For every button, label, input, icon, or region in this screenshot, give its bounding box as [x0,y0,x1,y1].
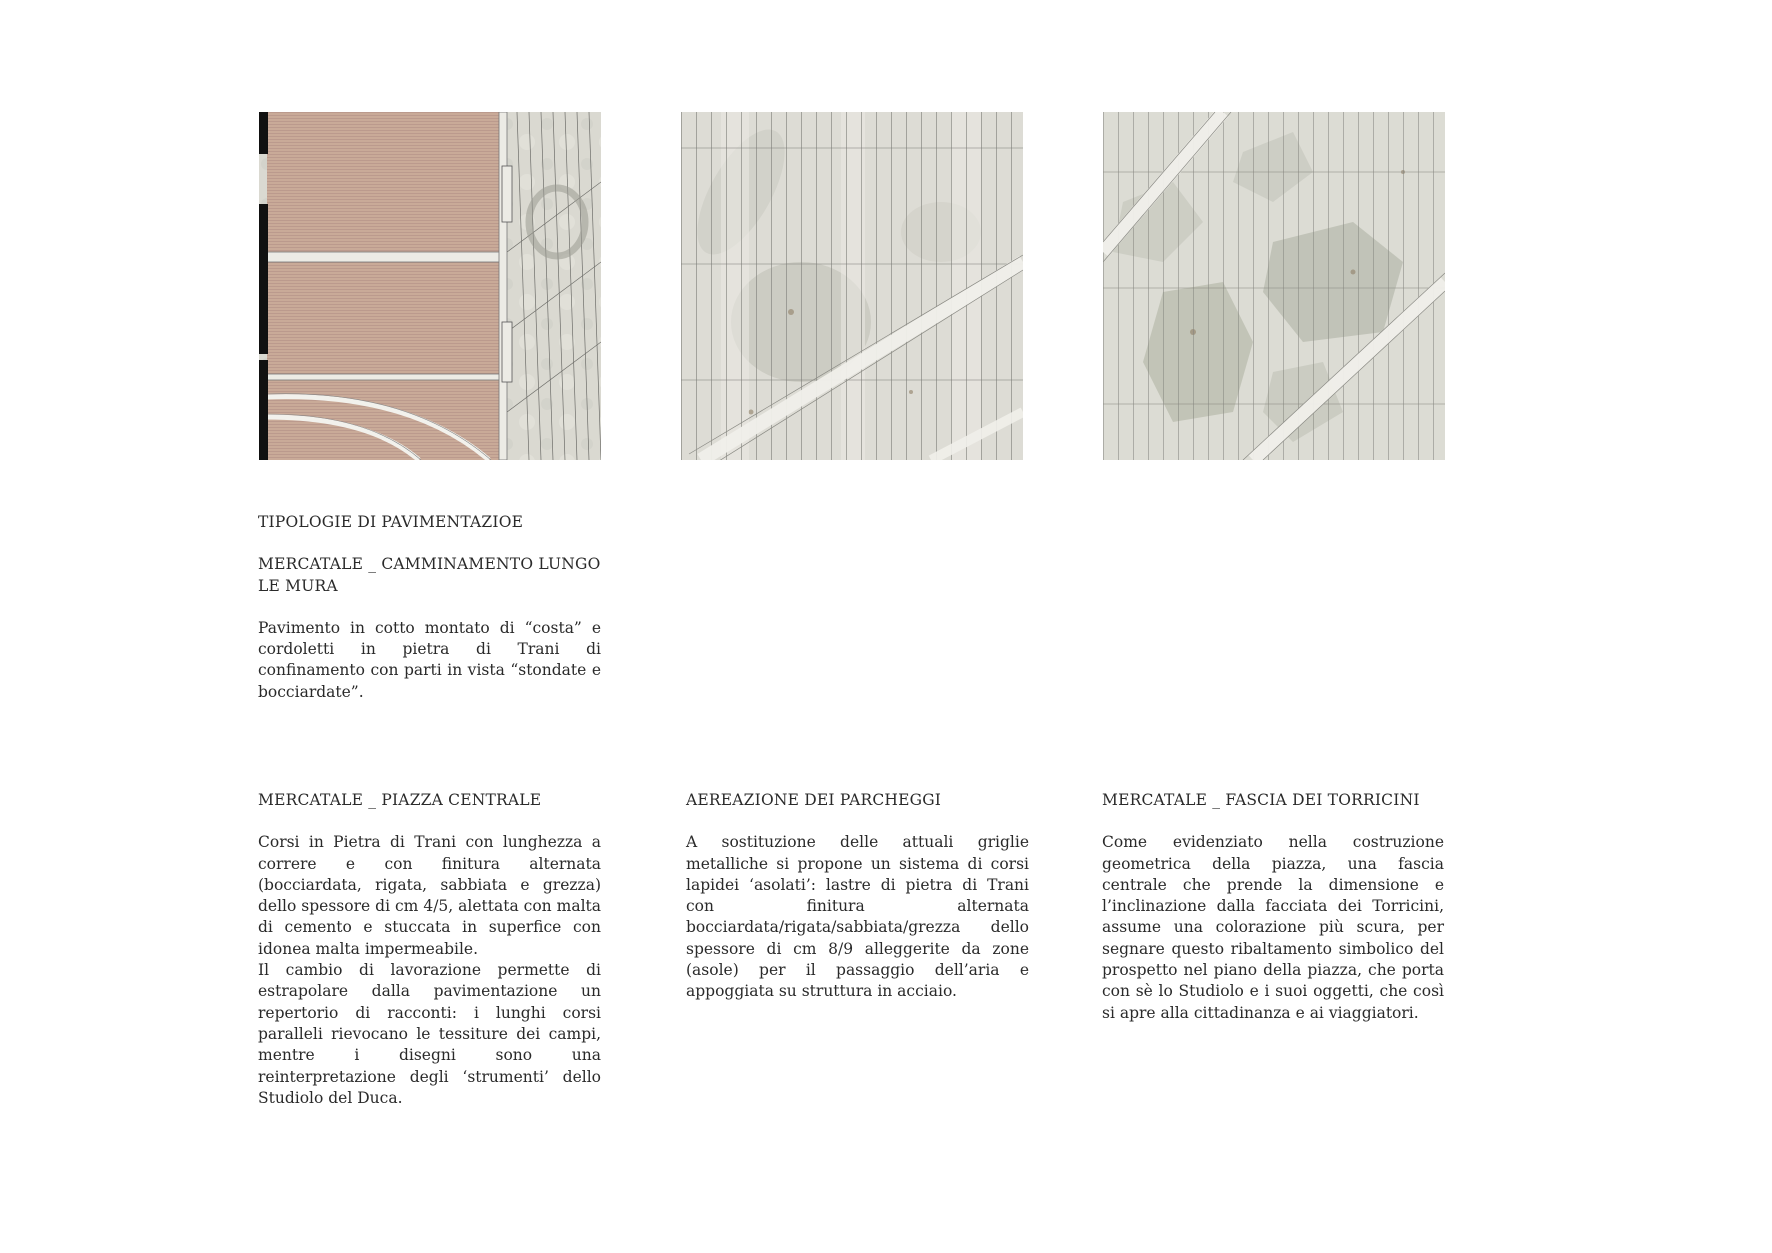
section-heading: MERCATALE _ PIAZZA CENTRALE [258,791,542,809]
section-body: Come evidenziato nella costruzione geometrica della piazza, una fascia centrale che prende la dimensione e l’inclinazione dalla facciata dei Torricini, assume una colorazione più scura, per segnare questo ribaltamento simbolico del prospetto nel piano della piazza, che porta con sè lo Studiolo e i suoi oggetti, che così si apre alla cittadinanza e ai viaggiatori. [1102,833,1444,1022]
paving-image-cotto [259,112,601,460]
paving-image-ventilation [681,112,1023,460]
section-piazza-centrale [258,790,601,1109]
section-body-continued: Il cambio di lavorazione permette di estrapolare dalla pavimentazione un repertorio di racconti: i lunghi corsi paralleli rievocano le tessiture dei campi, mentre i disegni sono una reinterpretazione degli ‘strumenti’ dello Studiolo del Duca. [258,961,601,1107]
section-body: Corsi in Pietra di Trani con lunghezza a correre e con finitura alternata (bocciardata, rigata, sabbiata e grezza) dello spessore di cm 4/5, alettata con malta di cemento e stuccata in superfice con idonea malta impermeabile. [258,833,601,958]
section-aereazione-parcheggi [686,790,1029,1003]
intro-body: Pavimento in cotto montato di “costa” e cordoletti in pietra di Trani di confinamento con parti in vista “stondate e bocciardate”. [258,618,601,701]
intro-block [258,512,601,703]
section-body: A sostituzione delle attuali griglie metalliche si propone un sistema di corsi lapidei ‘asolati’: lastre di pietra di Trani con finitura alternata bocciardata/rigata/sabbiata/grezza dello spessore di cm 8/9 alleggerite da zone (asole) per il passaggio dell’aria e appoggiata su struttura in acciaio. [686,833,1029,1001]
section-heading: MERCATALE _ FASCIA DEI TORRICINI [1102,791,1420,809]
section-heading: AEREAZIONE DEI PARCHEGGI [686,791,942,809]
section-fascia-torricini [1102,790,1444,1024]
intro-heading: MERCATALE _ CAMMINAMENTO LUNGO LE MURA [258,555,601,595]
page-title: TIPOLOGIE DI PAVIMENTAZIOE [258,513,524,531]
paving-image-torricini-band [1103,112,1445,460]
